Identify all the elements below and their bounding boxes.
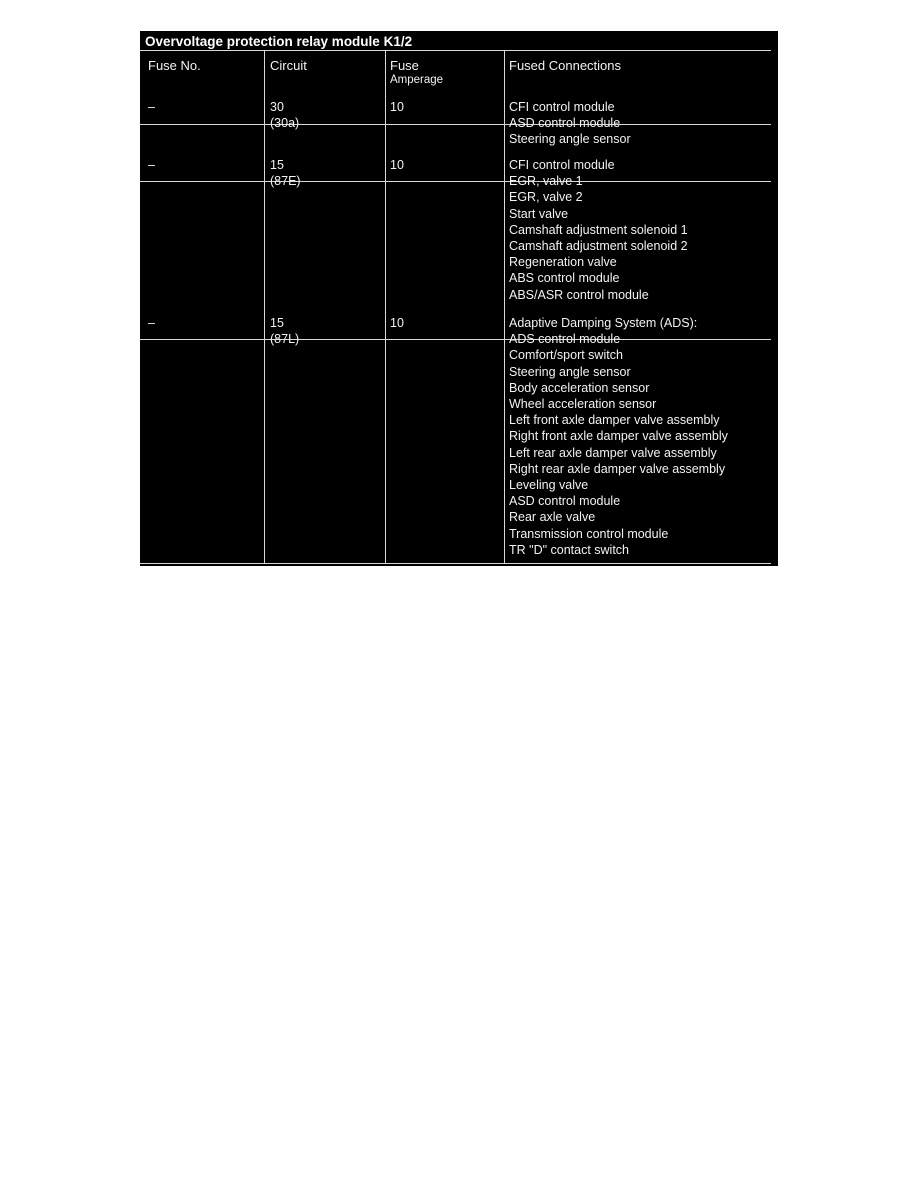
list-item: Right rear axle damper valve assembly [509,461,726,476]
row2-circuit-terminal: (87E) [270,174,301,189]
row3-connections [509,315,728,558]
row2-amperage: 10 [390,158,404,172]
list-item: Steering angle sensor [509,364,631,379]
row1-connections [509,99,631,148]
list-item: ADS control module [509,332,621,347]
list-item: Body acceleration sensor [509,380,650,395]
row2-circuit [270,157,301,189]
list-item: Start valve [509,206,569,221]
list-item: ABS control module [509,271,620,286]
header-circuit: Circuit [270,58,307,73]
row3-circuit [270,315,299,347]
header-fuse-amperage [390,58,443,87]
row2-connections [509,157,688,303]
row3-circuit-number: 15 [270,316,284,330]
list-item: ASD control module [509,494,621,509]
row3-circuit-terminal: (87L) [270,332,300,347]
row1-amperage: 10 [390,100,404,114]
list-item: Comfort/sport switch [509,348,623,363]
list-item: Camshaft adjustment solenoid 1 [509,222,688,237]
list-item: EGR, valve 1 [509,174,583,189]
header-fused-connections: Fused Connections [509,58,622,73]
table-bottom-rule [140,563,771,564]
list-item: Left front axle damper valve assembly [509,413,720,428]
list-item: CFI control module [509,100,615,114]
row3-amperage: 10 [390,316,404,330]
row1-fuse-no: – [148,100,155,114]
row3-fuse-no: – [148,316,155,330]
column-divider [385,50,386,564]
fuse-table [140,31,778,566]
header-fuse: Fuse [390,58,419,73]
list-item: ASD control module [509,116,621,131]
list-item: Adaptive Damping System (ADS): [509,316,698,330]
column-divider [264,50,265,564]
header-divider [140,124,771,125]
header-fuse-no: Fuse No. [148,58,201,73]
header-amperage: Amperage [390,74,444,86]
list-item: Camshaft adjustment solenoid 2 [509,239,688,254]
list-item: Steering angle sensor [509,132,631,147]
list-item: Regeneration valve [509,255,617,270]
list-item: Transmission control module [509,526,669,541]
list-item: CFI control module [509,158,615,172]
list-item: Right front axle damper valve assembly [509,429,728,444]
list-item: Leveling valve [509,478,589,493]
list-item: EGR, valve 2 [509,190,583,205]
column-divider [504,50,505,564]
row2-fuse-no: – [148,158,155,172]
row1-circuit [270,99,299,131]
row1-circuit-number: 30 [270,100,284,114]
row2-circuit-number: 15 [270,158,284,172]
list-item: Rear axle valve [509,510,596,525]
list-item: ABS/ASR control module [509,287,649,302]
list-item: TR "D" contact switch [509,542,630,557]
row1-circuit-terminal: (30a) [270,116,300,131]
list-item: Left rear axle damper valve assembly [509,445,717,460]
table-title: Overvoltage protection relay module K1/2 [145,34,413,49]
title-divider [140,50,771,51]
list-item: Wheel acceleration sensor [509,397,657,412]
